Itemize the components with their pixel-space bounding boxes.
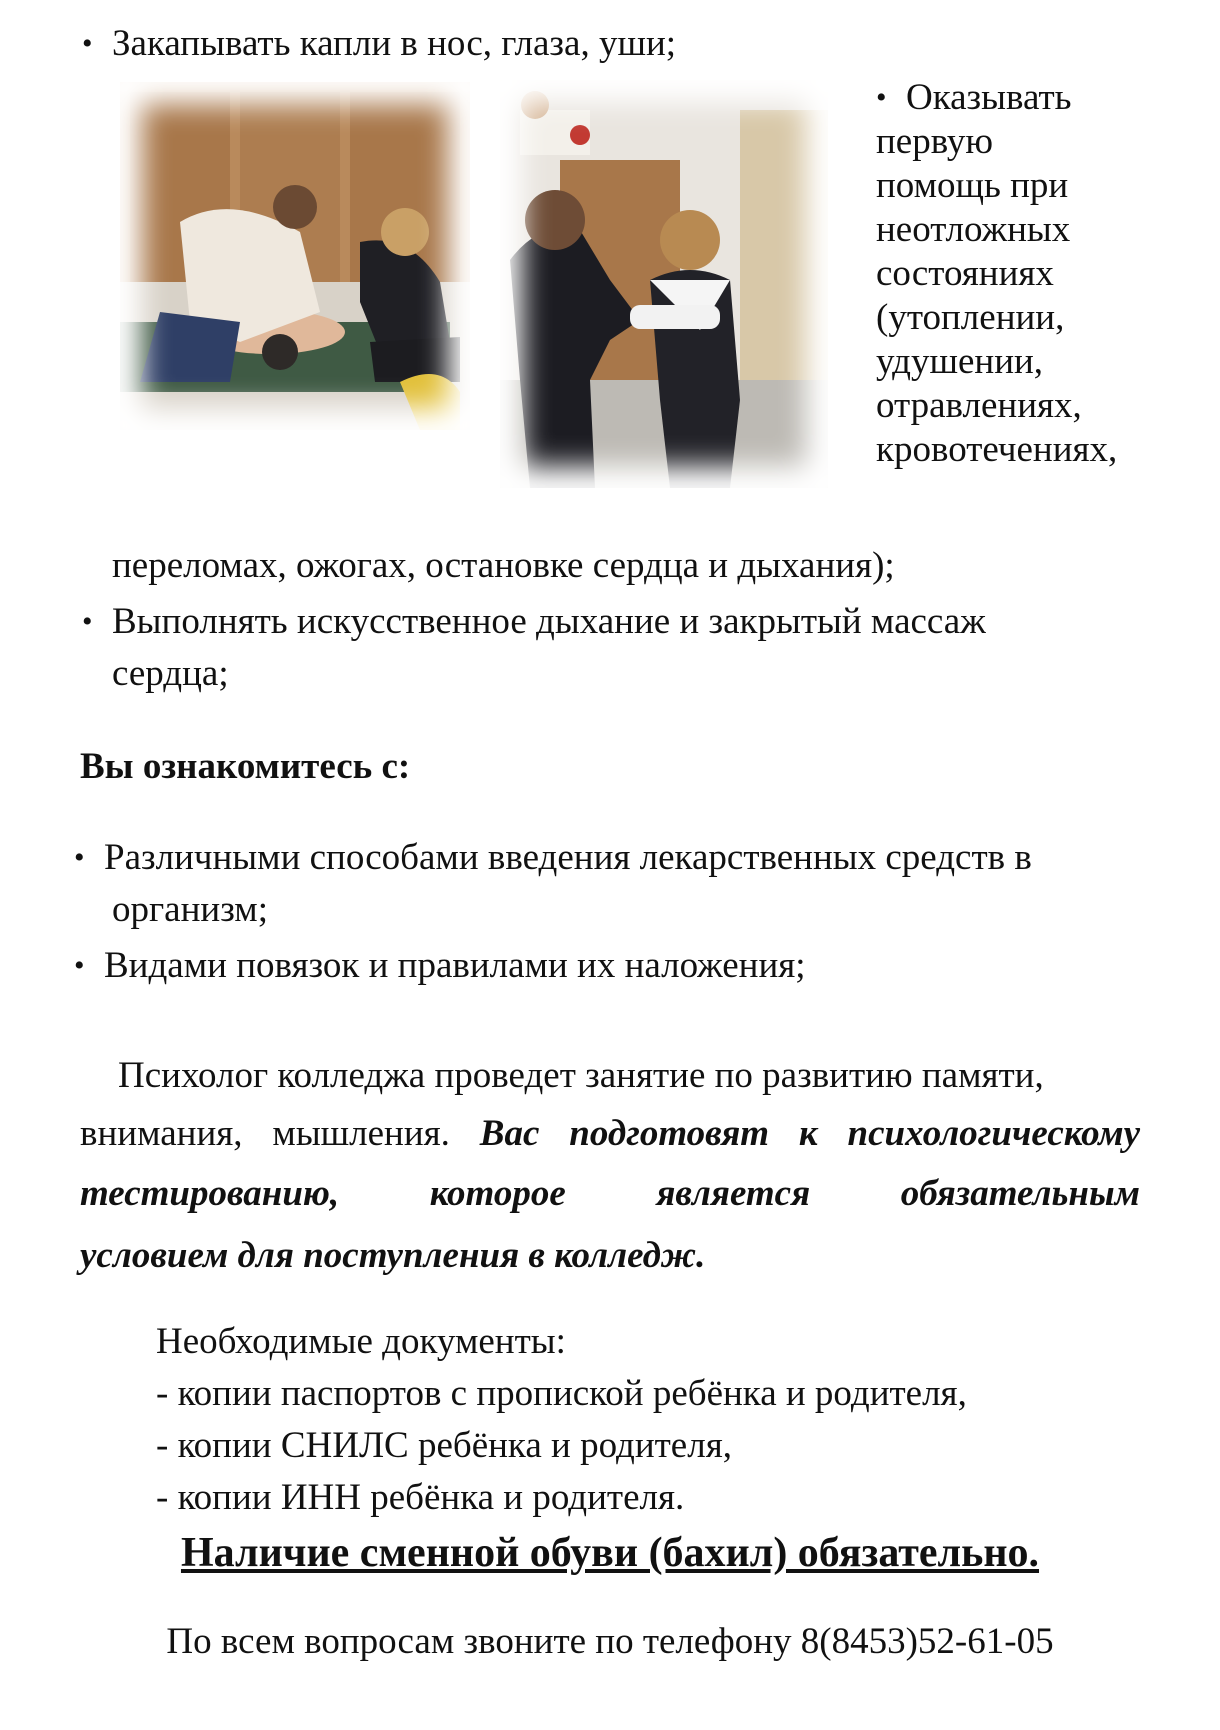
list-item-drug-methods-continuation: организм; (112, 889, 268, 930)
list-item-drug-methods: • Различными способами введения лекарственных средств в (104, 836, 1032, 880)
document-item: - копии паспортов с пропиской ребёнка и родителя, (156, 1373, 967, 1414)
psych-paragraph-line4: условием для поступления в колледж. (80, 1235, 706, 1276)
first-aid-line: состояниях (876, 253, 1054, 294)
first-aid-line: помощь при (876, 165, 1069, 206)
first-aid-line: кровотечениях, (876, 429, 1118, 470)
document-item: - копии СНИЛС ребёнка и родителя, (156, 1425, 732, 1466)
contact-phone-text: По всем вопросам звоните по телефону 8(8453)52-61-05 (166, 1621, 1054, 1662)
first-aid-line: отравлениях, (876, 385, 1082, 426)
intro-heading: Вы ознакомитесь с: (80, 746, 411, 787)
list-item-drops: • Закапывать капли в нос, глаза, уши; (112, 22, 676, 66)
list-item-cpr: • Выполнять искусственное дыхание и закрытый массаж (112, 600, 986, 644)
first-aid-item-column (876, 76, 1216, 472)
psych-plain-text: внимания, мышления. (80, 1113, 450, 1154)
psych-emphasis-text: Вас подготовят к психологическому (479, 1113, 1140, 1154)
first-aid-line: (утоплении, (876, 297, 1065, 338)
cpr-training-photo (120, 82, 470, 430)
shoe-notice: Наличие сменной обуви (бахил) обязательно. (180, 1530, 1040, 1576)
psych-paragraph-line3: тестированию, которое является обязательным (80, 1173, 1140, 1214)
first-aid-continuation: переломах, ожогах, остановке сердца и дыхания); (112, 545, 895, 586)
list-item-bandage-types: • Видами повязок и правилами их наложения; (104, 944, 806, 988)
first-aid-line: неотложных (876, 209, 1071, 250)
first-aid-line: удушении, (876, 341, 1044, 382)
list-item-cpr-continuation: сердца; (112, 653, 229, 694)
bandage-training-photo (500, 80, 828, 488)
first-aid-line: • Оказывать (906, 76, 1220, 120)
first-aid-line: первую (876, 121, 994, 162)
document-item: - копии ИНН ребёнка и родителя. (156, 1477, 685, 1518)
psych-paragraph-line1: Психолог колледжа проведет занятие по развитию памяти, (118, 1055, 1044, 1096)
psych-paragraph-line2 (80, 1104, 1140, 1164)
documents-title: Необходимые документы: (156, 1321, 566, 1362)
